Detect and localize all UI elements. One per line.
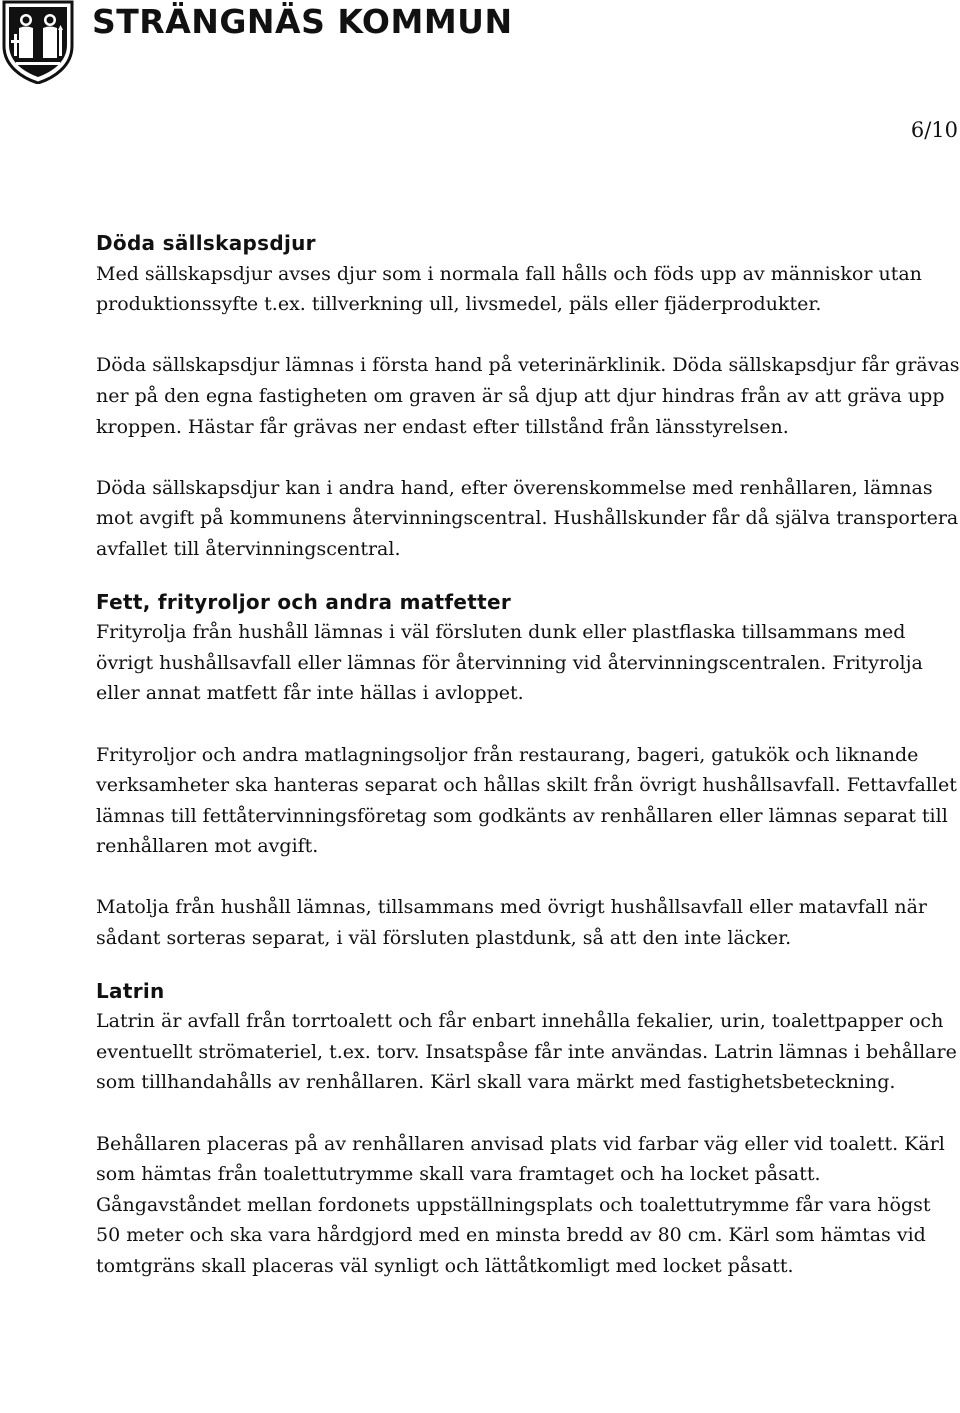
section-dead-pets <box>96 228 960 565</box>
paragraph: Med sällskapsdjur avses djur som i normala fall hålls och föds upp av människor utan produktionssyfte t.ex. tillverkning ull, livsmedel, päls eller fjäderprodukter. <box>96 262 922 316</box>
section-heading: Latrin <box>96 978 165 1003</box>
page-header <box>0 0 960 90</box>
paragraph: Matolja från hushåll lämnas, tillsammans med övrigt hushållsavfall eller matavfall när sådant sorteras separat, i väl försluten plastdunk, så att den inte läcker. <box>96 896 927 950</box>
section-latrine <box>96 976 960 1282</box>
paragraph: Latrin är avfall från torrtoalett och får enbart innehålla fekalier, urin, toalettpapper och eventuellt strömateriel, t.ex. torv. Insatspåse får inte användas. Latrin lämnas i behållare som tillhandahålls av renhållaren. Kärl skall vara märkt med fastighetsbeteckning. <box>96 1010 957 1094</box>
municipal-coat-of-arms-icon <box>2 0 74 84</box>
page-number: 6/10 <box>910 118 958 142</box>
paragraph: Frityrolja från hushåll lämnas i väl försluten dunk eller plastflaska tillsammans med övrigt hushållsavfall eller lämnas för återvinning vid återvinningscentralen. Frityrolja eller annat matfett får inte hällas i avloppet. <box>96 621 923 705</box>
organization-name: STRÄNGNÄS KOMMUN <box>92 2 513 41</box>
paragraph: Döda sällskapsdjur lämnas i första hand på veterinärklinik. Döda sällskapsdjur får grävas ner på den egna fastigheten om graven är så djup att djur hindras från av att gräva upp kroppen. Hästar får grävas ner endast efter tillstånd från länsstyrelsen. <box>96 354 960 438</box>
section-fats-oils <box>96 587 960 954</box>
section-heading: Döda sällskapsdjur <box>96 231 316 255</box>
document-body <box>96 228 960 1304</box>
paragraph: Frityroljor och andra matlagningsoljor från restaurang, bageri, gatukök och liknande verksamheter ska hanteras separat och hållas skilt från övrigt hushållsavfall. Fettavfallet lämnas till fettåtervinningsföretag som godkänts av renhållaren eller lämnas separat till renhållaren mot avgift. <box>96 743 957 858</box>
section-heading: Fett, frityroljor och andra matfetter <box>96 589 511 614</box>
paragraph: Döda sällskapsdjur kan i andra hand, efter överenskommelse med renhållaren, lämnas mot avgift på kommunens återvinningscentral. Hushållskunder får då själva transportera avfallet till återvinningscentral. <box>96 476 959 560</box>
paragraph: Behållaren placeras på av renhållaren anvisad plats vid farbar väg eller vid toalett. Kärl som hämtas från toalettutrymme skall vara framtaget och ha locket påsatt. Gångavståndet mellan fordonets uppställningsplats och toalettutrymme får vara högst 50 meter och ska vara hårdgjord med en minsta bredd av 80 cm. Kärl som hämtas vid tomtgräns skall placeras väl synligt och lättåtkomligt med locket påsatt. <box>96 1132 945 1277</box>
